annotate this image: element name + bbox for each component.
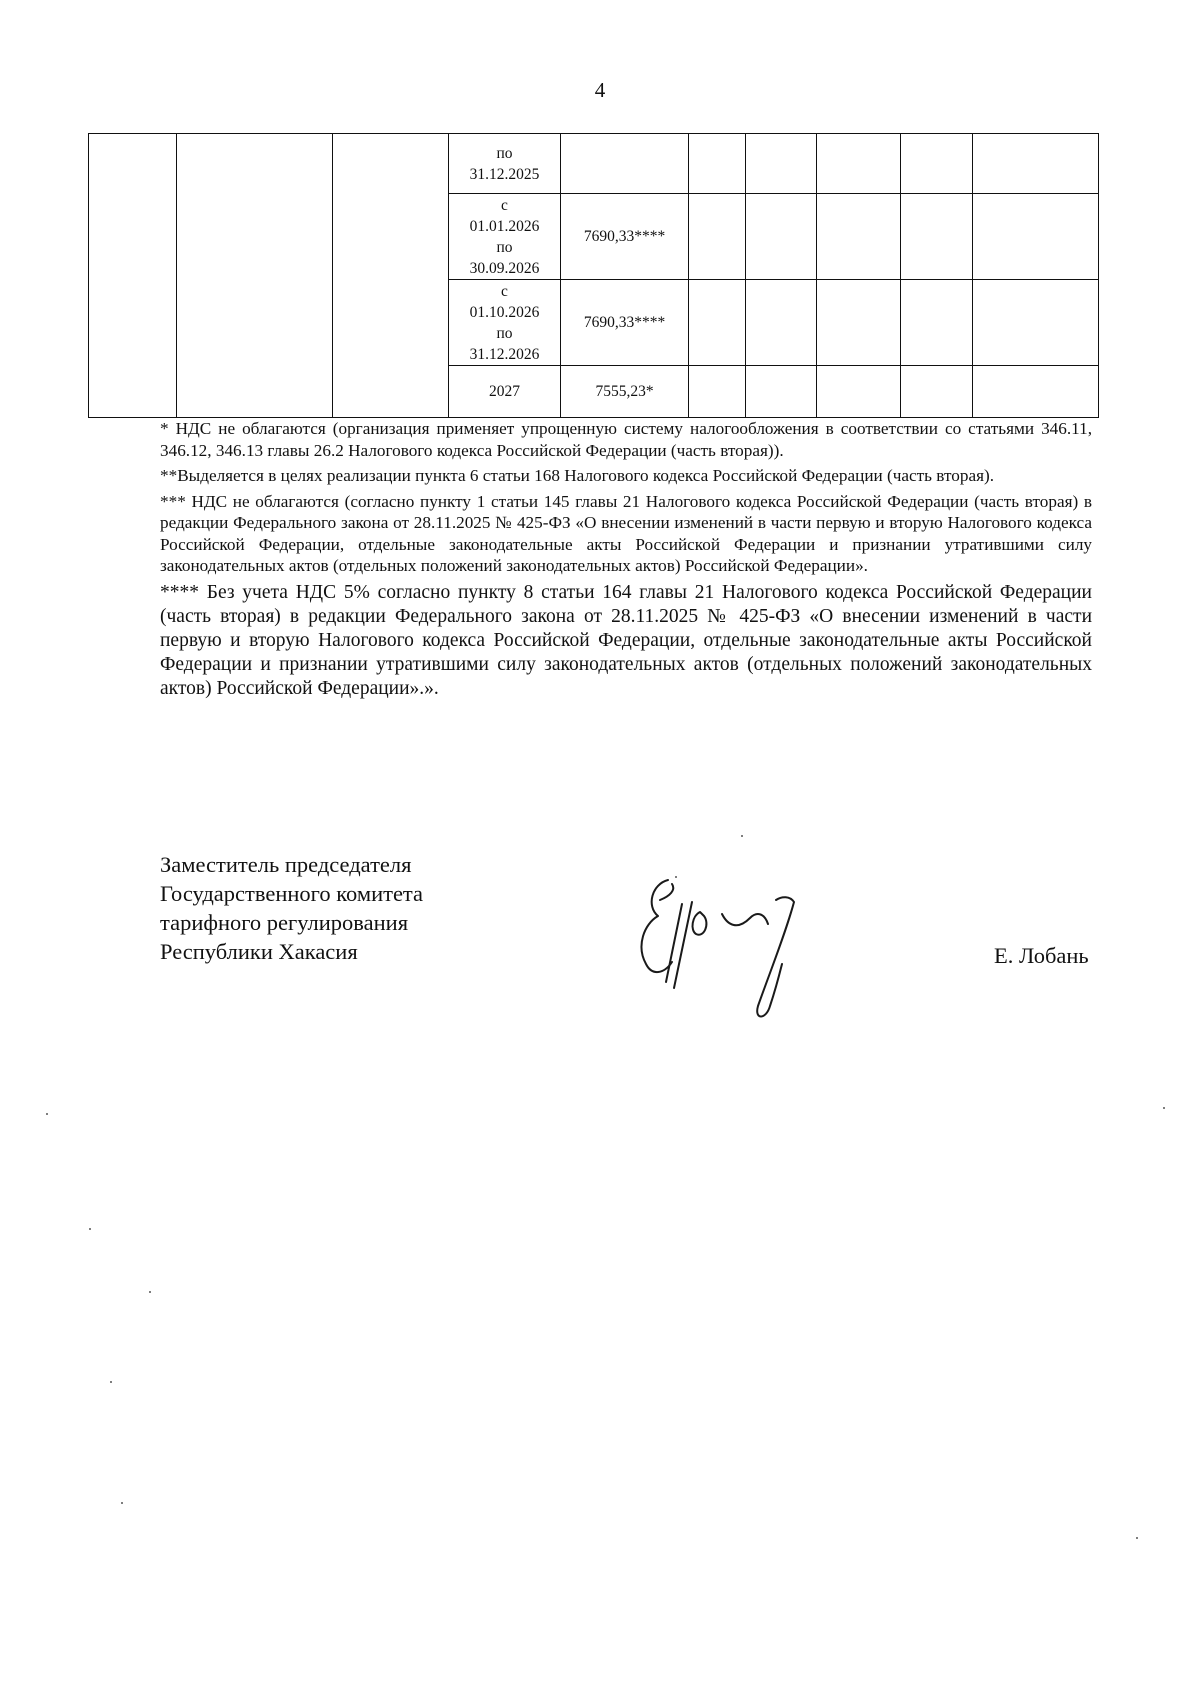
tariff-table xyxy=(88,133,1099,418)
scan-speck xyxy=(149,1291,151,1293)
signer-name: Е. Лобань xyxy=(994,943,1089,968)
page-number: 4 xyxy=(594,78,606,102)
table-row xyxy=(89,134,1099,194)
value-cell: 7555,23* xyxy=(561,366,689,418)
signer-position: Заместитель председателя Государственного комитета тарифного регулирования Республики Хакасия xyxy=(160,852,424,964)
footnote-3: *** НДС не облагаются (согласно пункту 1 статьи 145 главы 21 Налогового кодекса Российской Федерации (часть вторая) в редакции Федерального закона от 28.11.2025 № 425-ФЗ «О внесении изменений в части первую и вторую Налогового кодекса Российской Федерации, отдельные законодательные акты Российской Федерации и признании утратившими силу законодательных актов (отдельных положений законодательных актов) Российской Федерации». xyxy=(160,491,1092,575)
value-cell: 7690,33**** xyxy=(561,280,689,366)
merged-cell xyxy=(177,134,333,418)
scan-speck xyxy=(1163,1107,1165,1109)
scan-speck xyxy=(46,1113,48,1115)
scan-speck xyxy=(741,835,743,837)
scan-speck xyxy=(1136,1537,1138,1539)
scan-speck xyxy=(121,1502,123,1504)
merged-cell xyxy=(333,134,449,418)
handwritten-signature xyxy=(630,860,850,1030)
period-cell: с 01.10.2026 по 31.12.2026 xyxy=(449,280,561,366)
scan-speck xyxy=(89,1228,91,1230)
footnote-2: **Выделяется в целях реализации пункта 6 статьи 168 Налогового кодекса Российской Федерации (часть вторая). xyxy=(160,466,995,485)
footnotes xyxy=(160,418,1092,705)
merged-cell xyxy=(89,134,177,418)
scan-speck xyxy=(675,876,677,878)
footnote-4: **** Без учета НДС 5% согласно пункту 8 статьи 164 главы 21 Налогового кодекса Российской Федерации (часть вторая) в редакции Федерального закона от 28.11.2025 № 425-ФЗ «О внесении изменений в части первую и вторую Налогового кодекса Российской Федерации, отдельные законодательные акты Российской Федерации и признании утратившими силу законодательных актов (отдельных положений законодательных актов) Российской Федерации».». xyxy=(160,581,1092,699)
footnote-1: * НДС не облагаются (организация применяет упрощенную систему налогообложения в соответствии со статьями 346.11, 346.12, 346.13 главы 26.2 Налогового кодекса Российской Федерации (часть вторая)). xyxy=(160,419,1092,460)
value-cell xyxy=(561,134,689,194)
value-cell: 7690,33**** xyxy=(561,194,689,280)
scan-speck xyxy=(110,1381,112,1383)
period-cell: по 31.12.2025 xyxy=(449,134,561,194)
period-cell: с 01.01.2026 по 30.09.2026 xyxy=(449,194,561,280)
period-cell: 2027 xyxy=(449,366,561,418)
